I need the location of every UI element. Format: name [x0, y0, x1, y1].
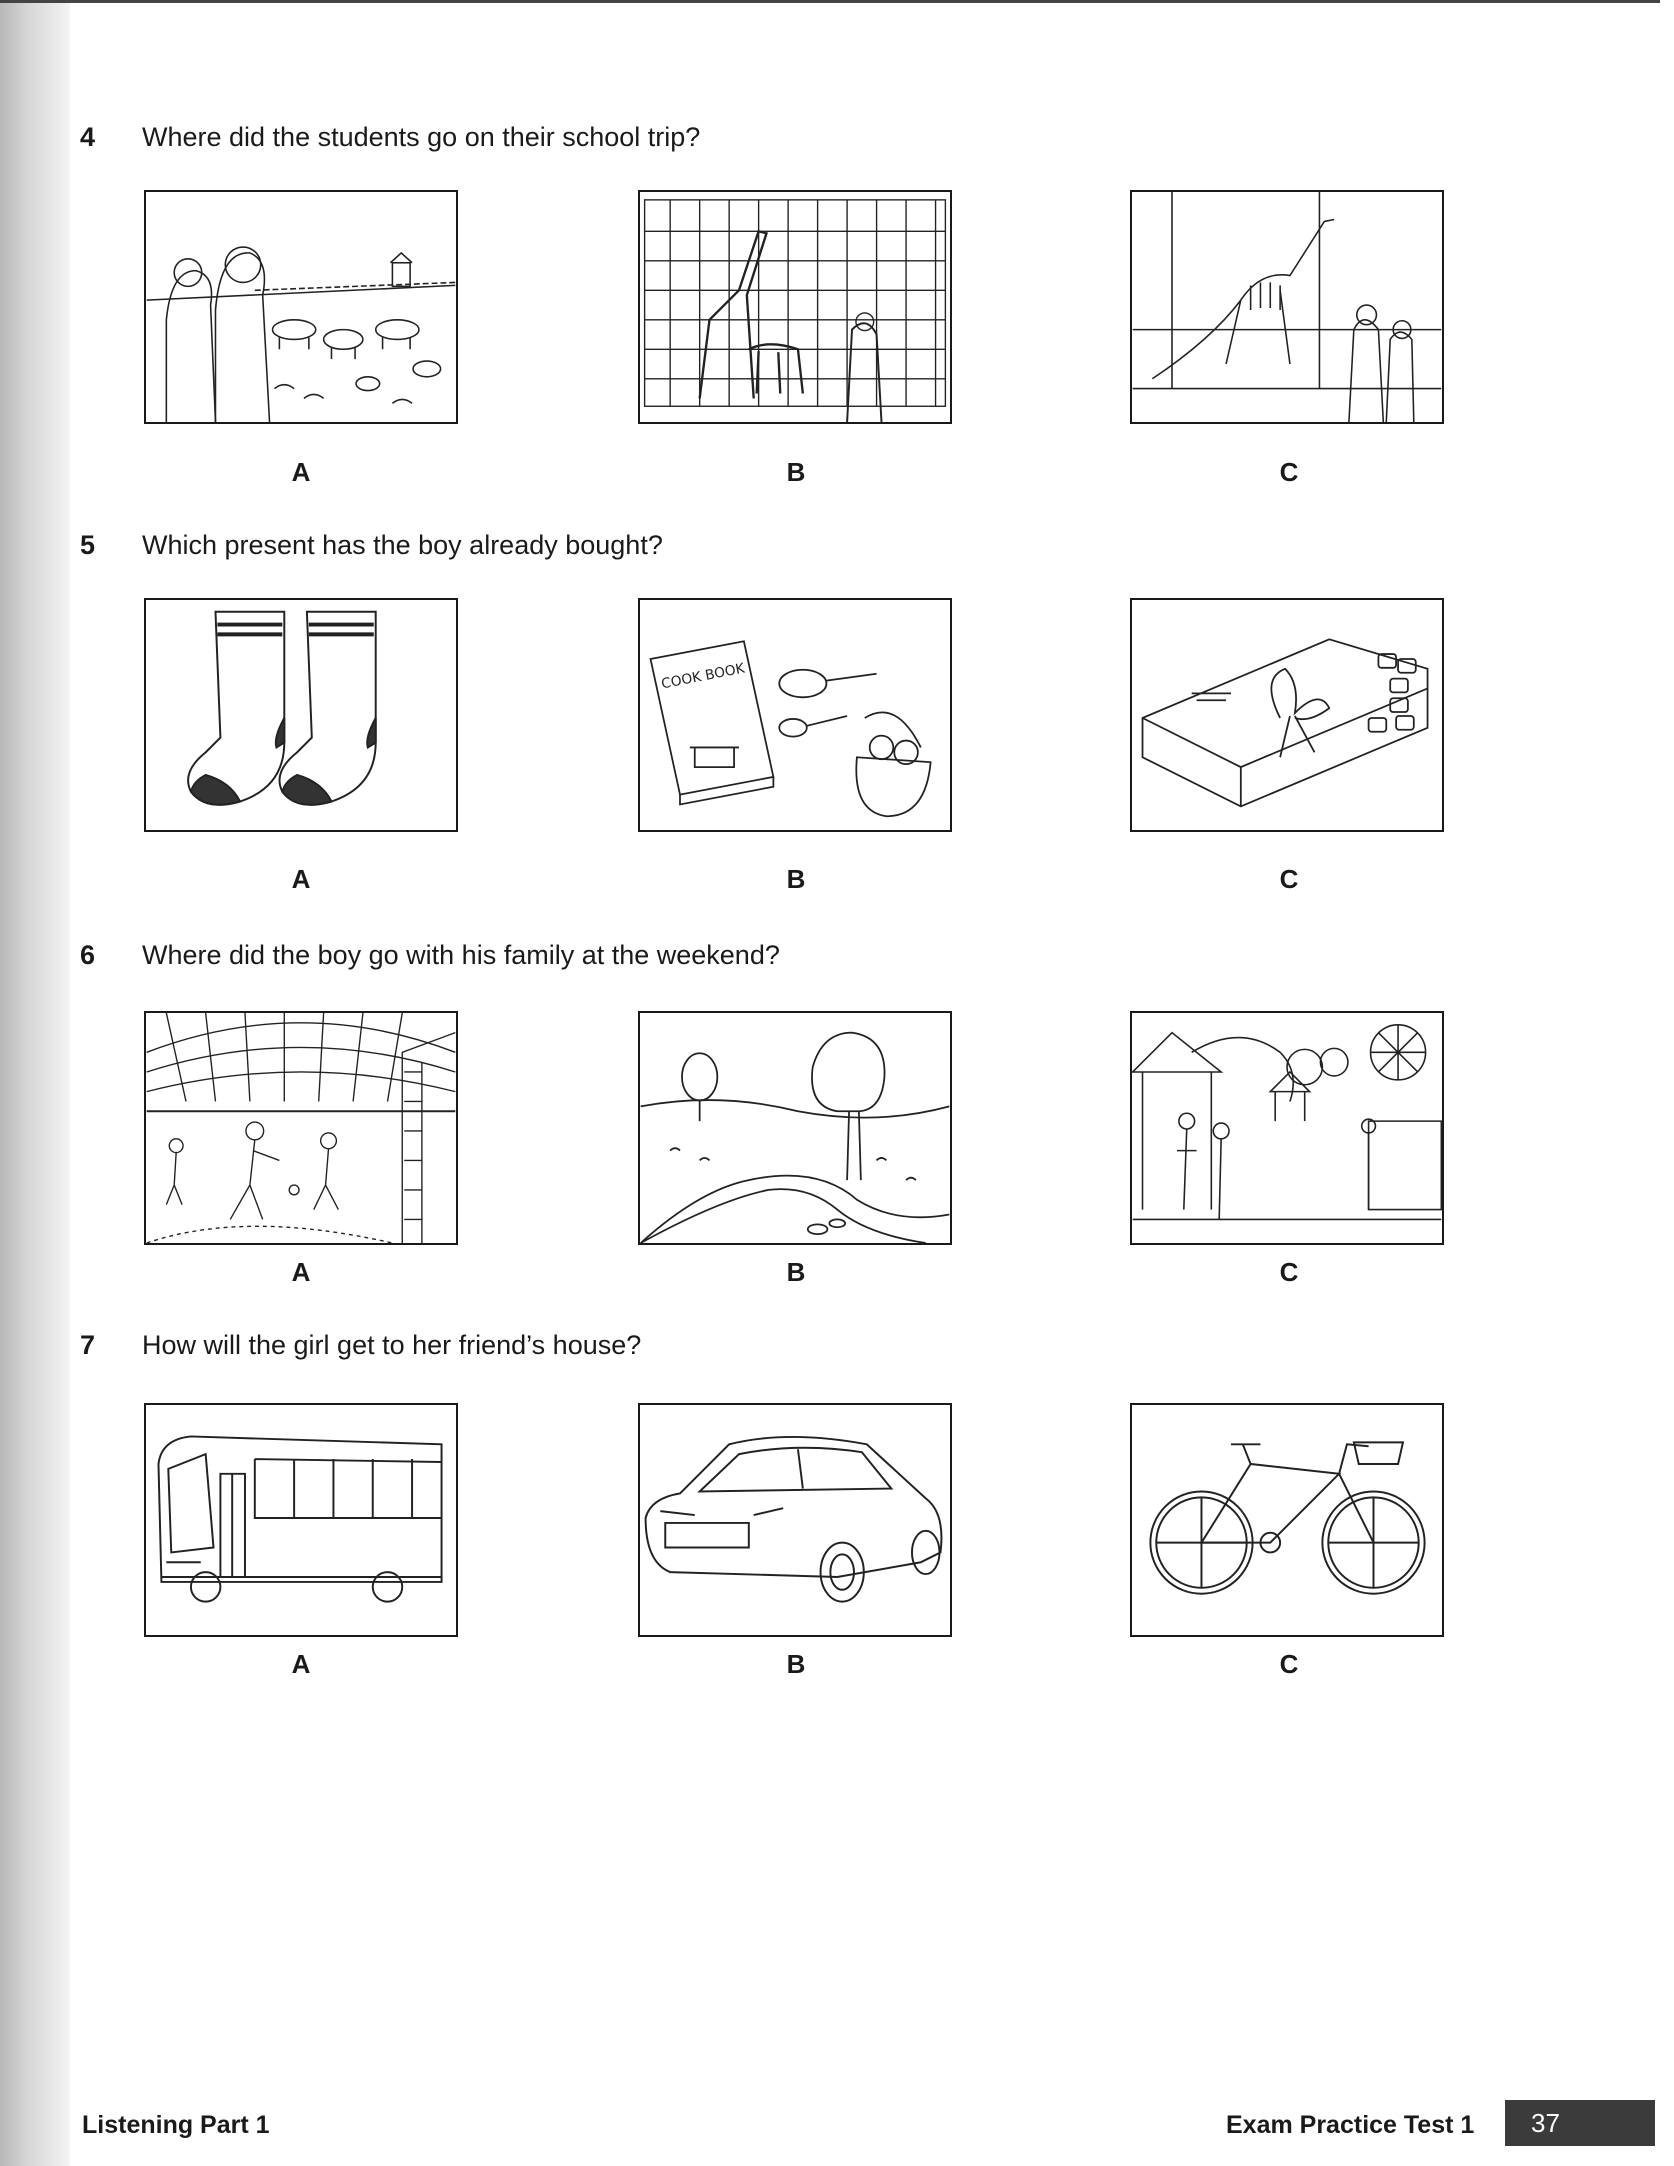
question-4 — [80, 117, 1580, 157]
picture-q7-a-bus[interactable] — [144, 1403, 458, 1637]
question-number: 5 — [80, 530, 96, 560]
top-rule — [0, 0, 1660, 3]
question-text: Where did the students go on their school trip? — [142, 122, 701, 152]
question-number: 7 — [80, 1330, 96, 1360]
option-letter-a: A — [291, 864, 311, 894]
picture-q5-b-cookbook[interactable] — [638, 598, 952, 832]
picture-q4-a-farm[interactable] — [144, 190, 458, 424]
question-text: Where did the boy go with his family at the weekend? — [142, 940, 780, 970]
option-letter-b: B — [786, 1257, 806, 1287]
footer-section-title: Listening Part 1 — [82, 2111, 270, 2139]
option-letter-c: C — [1279, 864, 1299, 894]
picture-q6-c-funfair[interactable] — [1130, 1011, 1444, 1245]
question-number: 4 — [80, 122, 96, 152]
option-letter-b: B — [786, 457, 806, 487]
picture-q7-b-car[interactable] — [638, 1403, 952, 1637]
option-letter-c: C — [1279, 457, 1299, 487]
picture-q5-a-socks[interactable] — [144, 598, 458, 832]
footer-test-title: Exam Practice Test 1 — [1226, 2111, 1475, 2139]
option-letter-a: A — [291, 1257, 311, 1287]
question-6 — [80, 935, 1580, 975]
option-letter-c: C — [1279, 1257, 1299, 1287]
question-7 — [80, 1325, 1580, 1365]
option-letter-b: B — [786, 1649, 806, 1679]
option-letter-c: C — [1279, 1649, 1299, 1679]
picture-q7-c-bicycle[interactable] — [1130, 1403, 1444, 1637]
cookbook-cover-text: COOK BOOK — [660, 660, 747, 693]
picture-q4-c-museum[interactable] — [1130, 190, 1444, 424]
question-text: Which present has the boy already bought? — [142, 530, 663, 560]
question-text: How will the girl get to her friend’s house? — [142, 1330, 642, 1360]
page-number: 37 — [1505, 2100, 1655, 2146]
picture-q5-c-chocolates[interactable] — [1130, 598, 1444, 832]
question-number: 6 — [80, 940, 96, 970]
picture-q6-b-park[interactable] — [638, 1011, 952, 1245]
picture-q4-b-zoo[interactable] — [638, 190, 952, 424]
option-letter-a: A — [291, 1649, 311, 1679]
question-5 — [80, 525, 1580, 565]
picture-q6-a-stadium[interactable] — [144, 1011, 458, 1245]
option-letter-a: A — [291, 457, 311, 487]
page-binding-shadow — [0, 0, 70, 2166]
option-letter-b: B — [786, 864, 806, 894]
